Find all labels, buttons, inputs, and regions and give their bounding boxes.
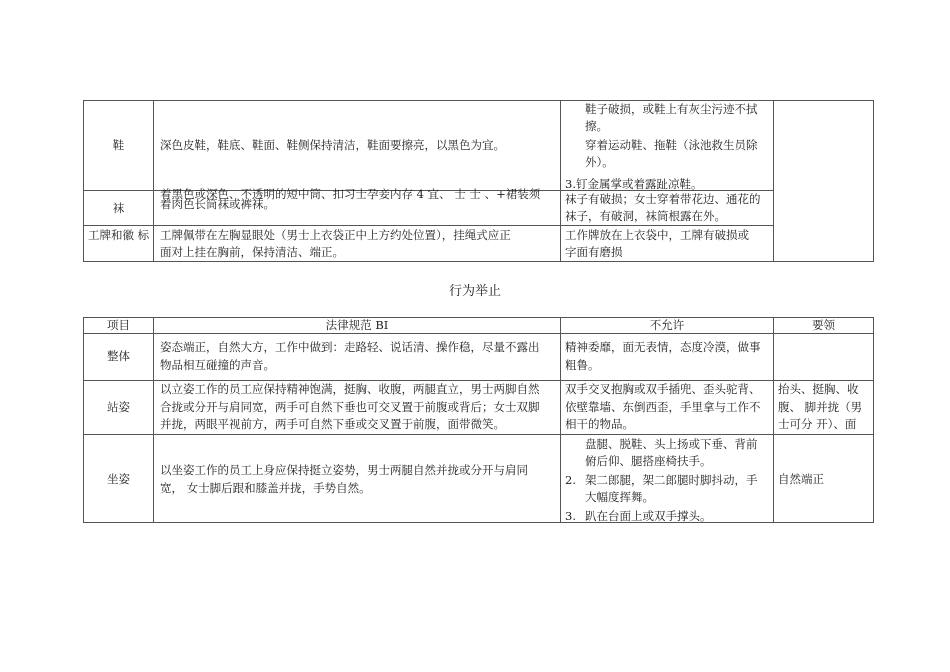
- table-border: [153, 317, 154, 522]
- table-border: [873, 317, 874, 522]
- table-border: [83, 522, 874, 523]
- row-label-badge: 工牌和徽 标: [88, 228, 150, 242]
- sitting-list-number: 3.: [565, 509, 576, 523]
- standing-norm-line: 并拢，两眼平视前方，两手可自然下垂或交叉置于前腹，面带微笑。: [160, 417, 505, 431]
- header-item: 项目: [107, 318, 130, 332]
- shoes-not-allowed-line: 3.钉金属掌或着露趾凉鞋。: [565, 177, 703, 191]
- table-border: [560, 317, 561, 522]
- badge-norm-line: 工牌佩带在左胸显眼处（男士上衣袋正中上方约处位置），挂绳式应正: [160, 228, 511, 242]
- socks-norm: 着黑色或深色、不透明的短中筒、扣习士孕妾内存 4 宜、 士 士 、+裙装须: [160, 187, 541, 201]
- sitting-not-allowed-line: 大幅度挥舞。: [585, 490, 654, 504]
- sitting-essentials: 自然端正: [778, 472, 824, 486]
- row-label-socks: 袜: [112, 201, 125, 215]
- standing-not-allowed-line: 依壁靠墙、东倒西歪，手里拿与工作不: [565, 400, 761, 414]
- table-border: [83, 261, 874, 262]
- row-label-standing: 站姿: [107, 400, 130, 414]
- shoes-not-allowed-line: 穿着运动鞋、拖鞋（泳池救生员除: [585, 138, 758, 152]
- sitting-not-allowed-line: 盘腿、脱鞋、头上扬或下垂、背前: [585, 437, 758, 451]
- shoes-not-allowed-line: 鞋子破损，或鞋上有灰尘污迹不拭: [585, 102, 758, 116]
- row-label-whole: 整体: [107, 349, 130, 363]
- sitting-list-number: 2.: [565, 473, 576, 487]
- badge-not-allowed-line: 字面有磨损: [565, 245, 623, 259]
- shoes-not-allowed-line: 外）。: [585, 155, 614, 169]
- socks-not-allowed-line: 袜子有破损；女士穿着带花边、通花的: [565, 192, 761, 206]
- standing-essentials-line: 士可分 开）、面: [778, 417, 857, 431]
- sitting-not-allowed-line: 俯后仰、腿搭座椅扶手。: [585, 454, 712, 468]
- table-border: [83, 225, 774, 226]
- badge-norm-line: 面对上挂在胸前，保持清洁、端正。: [160, 245, 344, 259]
- sitting-not-allowed-line: 架二郎腿，架二郎腿时脚抖动，手: [585, 473, 758, 487]
- socks-not-allowed-line: 袜子，有破洞，袜筒根露在外。: [565, 209, 726, 223]
- table-border: [83, 434, 874, 435]
- section-title: 行为举止: [448, 284, 501, 299]
- whole-not-allowed-line: 精神委靡，面无表情，态度冷漠，做事: [565, 340, 761, 354]
- table-border: [773, 100, 774, 261]
- header-not-allowed: 不允许: [649, 318, 685, 332]
- whole-norm-line: 物品相互碰撞的声音。: [160, 358, 275, 372]
- sitting-norm-line: 以坐姿工作的员工上身应保持挺立姿势，男士两腿自然并拢或分开与肩同: [160, 463, 528, 477]
- header-essentials: 要领: [812, 318, 835, 332]
- sitting-norm-line: 宽， 女士脚后跟和膝盖并拢，手势自然。: [160, 481, 371, 495]
- shoes-not-allowed-line: 擦。: [585, 119, 608, 133]
- table-border: [83, 100, 84, 261]
- table-border: [560, 100, 561, 261]
- header-norm: 法律规范 BI: [325, 318, 389, 332]
- row-label-sitting: 坐姿: [107, 472, 130, 486]
- shoes-norm: 深色皮鞋，鞋底、鞋面、鞋侧保持清洁，鞋面要擦亮，以黑色为宜。: [160, 138, 505, 152]
- table-border: [773, 317, 774, 522]
- standing-essentials-line: 抬头、挺胸、收: [778, 382, 859, 396]
- standing-not-allowed-line: 相干的物品。: [565, 417, 634, 431]
- standing-norm-line: 合拢或分开与肩同宽，两手可自然下垂也可交叉置于前腹或背后；女士双脚: [160, 400, 540, 414]
- socks-norm: 着肉色长筒袜或裤袜。: [160, 197, 275, 211]
- standing-not-allowed-line: 双手交叉抱胸或双手插兜、歪头驼背、: [565, 382, 761, 396]
- standing-norm-line: 以立姿工作的员工应保持精神饱满，挺胸、收腹，两腿直立，男士两脚自然: [160, 382, 540, 396]
- whole-norm-line: 姿态端正，自然大方，工作中做到：走路轻、说话清、操作稳，尽量不露出: [160, 340, 540, 354]
- standing-essentials-line: 腹、 脚并拢（男: [778, 400, 863, 414]
- row-label-shoes: 鞋: [112, 138, 125, 152]
- badge-not-allowed-line: 工作牌放在上衣袋中，工牌有破损或: [565, 228, 749, 242]
- table-border: [153, 100, 154, 261]
- whole-not-allowed-line: 粗鲁。: [565, 358, 600, 372]
- table-border: [873, 100, 874, 261]
- sitting-not-allowed-line: 趴在台面上或双手撑头。: [585, 509, 712, 523]
